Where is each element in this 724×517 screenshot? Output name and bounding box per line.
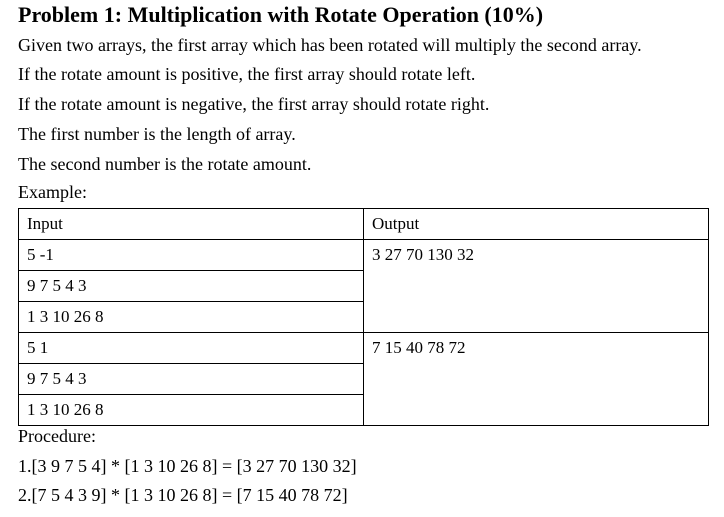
description-line-3: If the rotate amount is negative, the first array should rotate right. <box>18 94 490 114</box>
description-line-2: If the rotate amount is positive, the first array should rotate left. <box>18 64 476 84</box>
description-line-5: The second number is the rotate amount. <box>18 154 312 174</box>
example-label: Example: <box>18 182 87 202</box>
description-line-4: The first number is the length of array. <box>18 124 296 144</box>
input-header: Input <box>19 209 364 240</box>
input-line: 5 1 <box>27 338 49 357</box>
input-line: 1 3 10 26 8 <box>19 394 363 425</box>
procedure-step-1: 1.[3 9 7 5 4] * [1 3 10 26 8] = [3 27 70 130 32] <box>18 456 357 476</box>
table-row <box>19 333 709 426</box>
output-cell: 7 15 40 78 72 <box>364 333 709 426</box>
problem-title: Problem 1: Multiplication with Rotate Operation (10%) <box>18 2 544 27</box>
output-cell: 3 27 70 130 32 <box>364 240 709 333</box>
example-table <box>18 208 709 426</box>
output-header: Output <box>364 209 709 240</box>
input-line: 9 7 5 4 3 <box>19 270 363 301</box>
input-line: 9 7 5 4 3 <box>19 363 363 394</box>
procedure-label: Procedure: <box>18 426 96 446</box>
table-header-row <box>19 209 709 240</box>
input-cell <box>19 240 364 333</box>
input-line: 1 3 10 26 8 <box>19 301 363 332</box>
procedure-step-2: 2.[7 5 4 3 9] * [1 3 10 26 8] = [7 15 40 78 72] <box>18 485 348 505</box>
input-cell <box>19 333 364 426</box>
description-line-1: Given two arrays, the first array which has been rotated will multiply the second array. <box>18 35 642 55</box>
table-row <box>19 240 709 333</box>
input-line: 5 -1 <box>27 245 54 264</box>
